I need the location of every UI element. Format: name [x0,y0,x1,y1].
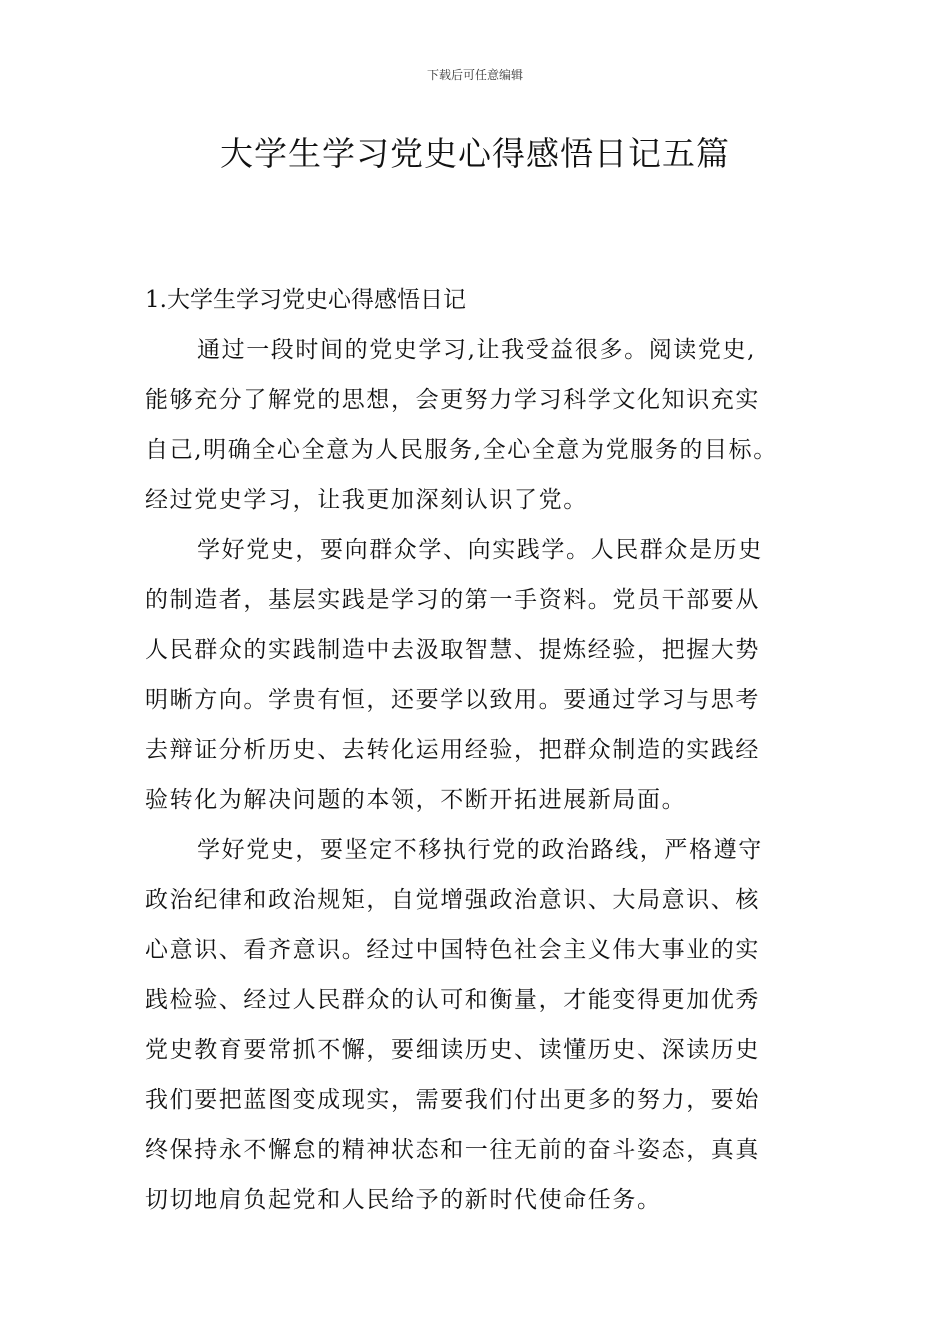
paragraph-line: 能够充分了解党的思想，会更努力学习科学文化知识充实 [145,387,760,413]
paragraph-line: 践检验、经过人民群众的认可和衡量，才能变得更加优秀 [145,987,760,1013]
paragraph-line: 自己,明确全心全意为人民服务,全心全意为党服务的目标。 [145,437,778,463]
paragraph-line: 切切地肩负起党和人民给予的新时代使命任务。 [145,1187,662,1213]
paragraph-line: 党史教育要常抓不懈，要细读历史、读懂历史、深读历史 [145,1037,760,1063]
paragraph-line: 学好党史，要坚定不移执行党的政治路线，严格遵守 [197,837,763,863]
paragraph-line: 政治纪律和政治规矩，自觉增强政治意识、大局意识、核 [145,887,760,913]
paragraph-line: 心意识、看齐意识。经过中国特色社会主义伟大事业的实 [145,937,760,963]
paragraph-line: 人民群众的实践制造中去汲取智慧、提炼经验，把握大势 [145,637,760,663]
paragraph-line: 通过一段时间的党史学习,让我受益很多。阅读党史, [197,337,757,363]
paragraph-line: 去辩证分析历史、去转化运用经验，把群众制造的实践经 [145,737,760,763]
paragraph-line: 我们要把蓝图变成现实，需要我们付出更多的努力，要始 [145,1087,760,1113]
document-body [145,283,810,1233]
paragraph-line: 验转化为解决问题的本领，不断开拓进展新局面。 [145,787,687,813]
paragraph-2 [145,533,810,833]
paragraph-3 [145,833,810,1233]
document-title: 大学生学习党史心得感悟日记五篇 [220,134,730,173]
paragraph-line: 经过党史学习，让我更加深刻认识了党。 [145,487,588,513]
paragraph-line: 学好党史，要向群众学、向实践学。人民群众是历史 [197,537,763,563]
paragraph-line: 的制造者，基层实践是学习的第一手资料。党员干部要从 [145,587,760,613]
paragraph-line: 终保持永不懈怠的精神状态和一往无前的奋斗姿态，真真 [145,1137,760,1163]
paragraph-line: 明晰方向。学贵有恒，还要学以致用。要通过学习与思考 [145,687,760,713]
section-heading: 1.大学生学习党史心得感悟日记 [145,287,466,313]
header-note: 下载后可任意编辑 [426,68,523,82]
paragraph-1 [145,333,810,533]
